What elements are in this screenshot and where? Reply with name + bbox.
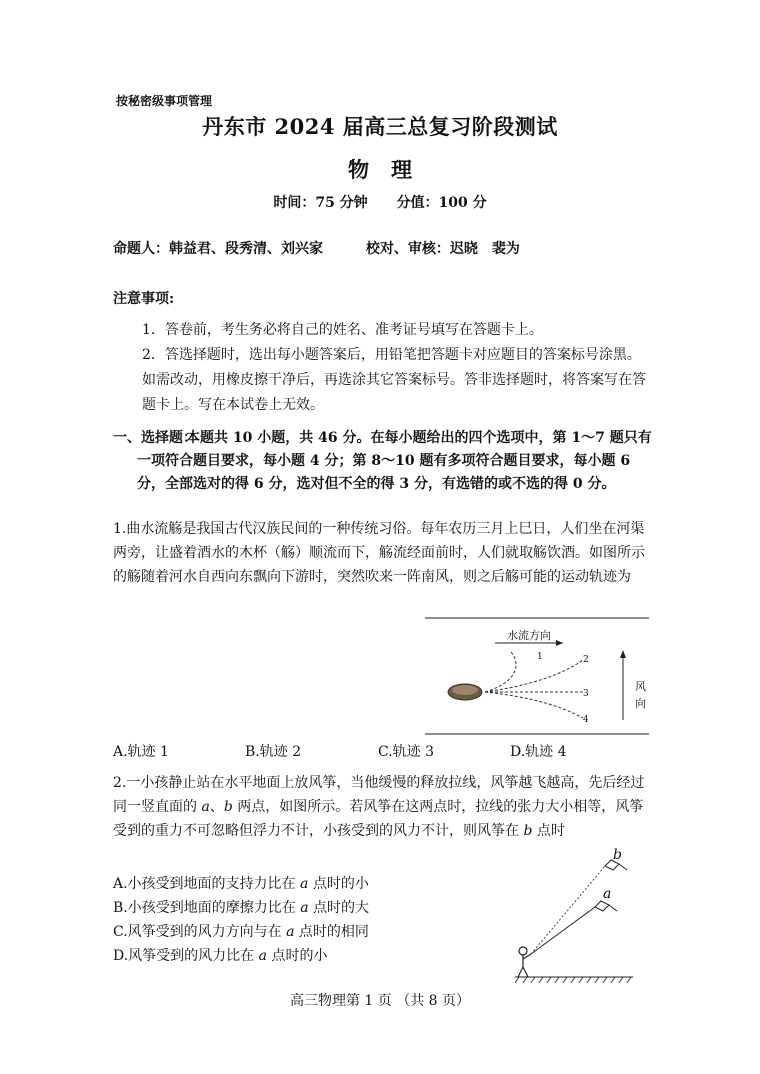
subject-title: 物理 [348,157,434,182]
option-d[interactable]: D.轨迹 4 [510,744,567,760]
exam-score: 分值：100 分 [396,195,487,211]
track-1-label: 1 [537,652,543,662]
exam-title: 丹东市 2024 届高三总复习阶段测试 [202,114,558,139]
kite-a-icon [595,901,617,911]
section-body: 本题共 10 小题，共 46 分。在每小题给出的四个选项中，第 1～7 题只有一项符合题目要求，每小题 4 分；第 8～10 题有多项符合题目要求，每小题 6 分，全部选对的得 6 分，选对但不全的得 3 分，有选错的或不选的得 0 分。 [137,430,652,492]
track-2 [485,660,583,692]
river-trajectory-figure [423,612,653,736]
question-1-options [113,741,653,763]
page-footer: 高三物理第 1 页 （共 8 页） [289,993,471,1009]
section-instructions [113,427,653,496]
confidentiality-label: 按秘密级事项管理 [116,94,213,108]
flow-direction-label: 水流方向 [507,629,551,642]
wind-label-1: 风 [635,680,646,693]
kite-figure [505,845,645,985]
option-b[interactable]: B.小孩受到地面的摩擦力比在 a 点时的大 [113,900,370,916]
wind-label-2: 向 [635,697,646,710]
point-b-label: b [613,847,622,863]
question-2-options [113,872,369,968]
track-1 [485,652,516,692]
reviewers: 校对、审核：迟晓 裴为 [365,241,520,257]
authors: 命题人：韩益君、段秀清、刘兴家 [113,241,323,257]
track-4 [485,692,583,718]
ground-hatch [515,977,631,983]
option-c[interactable]: C.轨迹 3 [378,744,435,760]
track-2-label: 2 [583,655,589,665]
track-4-label: 4 [583,715,589,725]
authors-line [113,238,520,258]
option-a[interactable]: A.轨迹 1 [113,744,169,760]
notice-item: 1．答卷前，考生务必将自己的姓名、准考证号填写在答题卡上。 [142,322,543,338]
point-a-label: a [603,886,612,902]
string-to-b [531,866,605,954]
flow-arrow-head [556,640,563,646]
cup-icon [448,684,482,700]
question-2-stem: 2.一小孩静止站在水平地面上放风筝，当他缓慢的释放拉线，风筝越飞越高，先后经过同一竖直面的 a、b 两点，如图所示。若风筝在这两点时，拉线的张力大小相等，风筝受到的重力不可忽略但浮力不计，小孩受到的风力不计，则风筝在 b 点时 [113,775,645,839]
track-3-label: 3 [583,689,589,699]
exam-time: 时间：75 分钟 [273,195,368,211]
question-1-stem: 1.曲水流觞是我国古代汉族民间的一种传统习俗。每年农历三月上巳日，人们坐在河渠两旁，让盛着酒水的木杯（觞）顺流而下，觞流经面前时，人们就取觞饮酒。如图所示的觞随着河水自西向东飘向下游时，突然吹来一阵南风，则之后觞可能的运动轨迹为 [113,521,645,585]
string-to-a [531,907,595,954]
wind-arrow-head [620,650,626,658]
child-icon [518,947,531,977]
option-c[interactable]: C.风筝受到的风力方向与在 a 点时的相同 [113,924,369,940]
option-d[interactable]: D.风筝受到的风力比在 a 点时的小 [113,948,328,964]
notice-title: 注意事项: [113,291,175,307]
option-b[interactable]: B.轨迹 2 [245,744,302,760]
notice-item: 2．答选择题时，选出每小题答案后，用铅笔把答题卡对应题目的答案标号涂黑。如需改动，用橡皮擦干净后，再选涂其它答案标号。答非选择题时，将答案写在答题卡上。写在本试卷上无效。 [142,347,646,413]
option-a[interactable]: A.小孩受到地面的支持力比在 a 点时的小 [113,876,369,892]
exam-info [0,192,760,212]
section-head: 一、选择题： [113,430,197,446]
